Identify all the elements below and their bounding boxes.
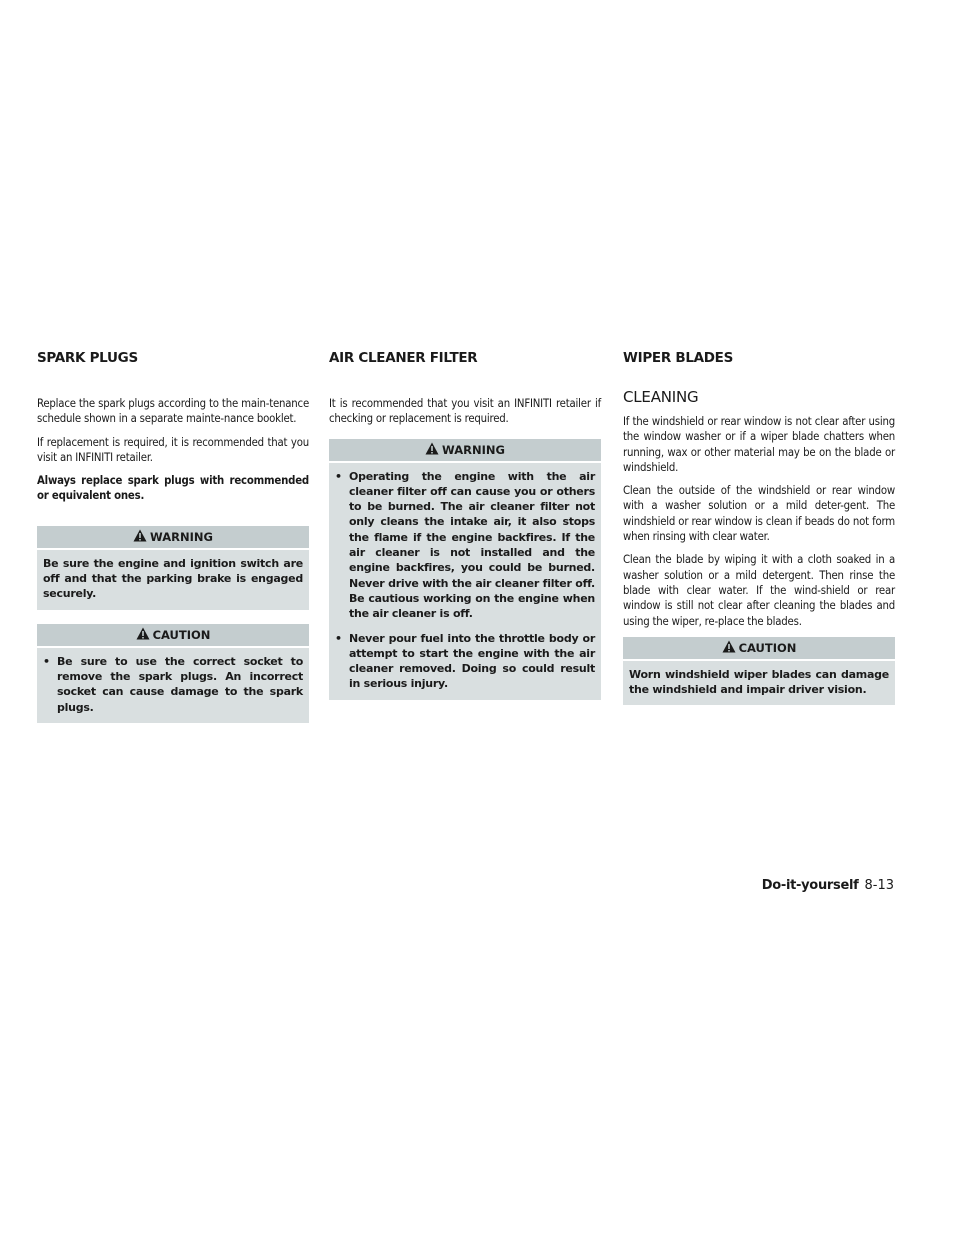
paragraph: Replace the spark plugs according to the main-tenance schedule shown in a separate mainte-nance booklet. bbox=[37, 397, 309, 426]
warning-text: Operating the engine with the air cleaner filter off can cause you or others to be burned. The air cleaner filter not only cleans the intake air, it also stops the flame if the engine backfires. If the air cleaner is not installed and the engine backfires, you could be burned. Never drive with the air cleaner filter off. Be cautious working on the engine when the air cleaner is off. bbox=[349, 469, 595, 621]
list-item bbox=[335, 469, 595, 622]
list-item bbox=[335, 631, 595, 692]
subheading-cleaning: CLEANING bbox=[623, 388, 699, 406]
warning-triangle-icon bbox=[133, 529, 150, 545]
caution-body bbox=[623, 661, 895, 706]
caution-box bbox=[623, 637, 895, 706]
caution-header bbox=[37, 624, 309, 648]
caution-text: Be sure to use the correct socket to remove the spark plugs. An incorrect socket can cause damage to the spark plugs. bbox=[57, 654, 303, 714]
bullet-icon: • bbox=[43, 654, 50, 668]
section-title-spark-plugs: SPARK PLUGS bbox=[37, 350, 138, 366]
paragraph: It is recommended that you visit an INFINITI retailer if checking or replacement is required. bbox=[329, 397, 601, 426]
warning-triangle-icon bbox=[722, 640, 739, 656]
caution-text: Worn windshield wiper blades can damage the windshield and impair driver vision. bbox=[629, 667, 889, 697]
bullet-icon: • bbox=[335, 631, 342, 645]
caution-label: CAUTION bbox=[152, 627, 211, 642]
spark-plugs-column bbox=[37, 350, 309, 737]
caution-box bbox=[37, 624, 309, 723]
caution-label: CAUTION bbox=[738, 640, 797, 655]
warning-header bbox=[37, 526, 309, 550]
chapter-name: Do-it-yourself bbox=[761, 878, 859, 893]
paragraph: Clean the outside of the windshield or rear window with a washer solution or a mild deter-gent. The windshield or rear window is clean if beads do not form when rinsing with clear water. bbox=[623, 484, 895, 544]
bold-paragraph: Always replace spark plugs with recommended or equivalent ones. bbox=[37, 474, 309, 503]
warning-triangle-icon bbox=[425, 442, 442, 458]
paragraph: If replacement is required, it is recommended that you visit an INFINITI retailer. bbox=[37, 435, 309, 464]
air-cleaner-column bbox=[329, 350, 601, 714]
warning-header bbox=[329, 439, 601, 463]
paragraph: If the windshield or rear window is not clear after using the window washer or if a wiper blade chatters when running, wax or other material may be on the blade or windshield. bbox=[623, 415, 895, 474]
list-item bbox=[43, 654, 303, 715]
page-number: 8-13 bbox=[864, 878, 894, 893]
warning-label: WARNING bbox=[150, 529, 213, 544]
warning-text: Be sure the engine and ignition switch are off and that the parking brake is engaged securely. bbox=[43, 556, 303, 601]
bullet-icon: • bbox=[335, 469, 342, 483]
paragraph: Clean the blade by wiping it with a cloth soaked in a washer solution or a mild detergent. Then rinse the blade with clear water. If the wind-shield or rear window is still not clear after cleaning the blades and using the wiper, re-place the blades. bbox=[623, 553, 895, 628]
section-title-air-cleaner: AIR CLEANER FILTER bbox=[329, 350, 478, 366]
caution-header bbox=[623, 637, 895, 661]
wiper-blades-column bbox=[623, 350, 895, 719]
warning-triangle-icon bbox=[136, 627, 153, 643]
warning-box bbox=[329, 439, 601, 700]
section-title-wiper-blades: WIPER BLADES bbox=[623, 350, 734, 366]
warning-label: WARNING bbox=[442, 442, 505, 457]
warning-body bbox=[329, 463, 601, 700]
page-footer bbox=[762, 878, 894, 893]
caution-body bbox=[37, 648, 309, 723]
warning-text: Never pour fuel into the throttle body or attempt to start the engine with the air cleaner removed. Doing so could result in serious injury. bbox=[349, 631, 595, 691]
warning-box bbox=[37, 526, 309, 610]
warning-body bbox=[37, 550, 309, 610]
